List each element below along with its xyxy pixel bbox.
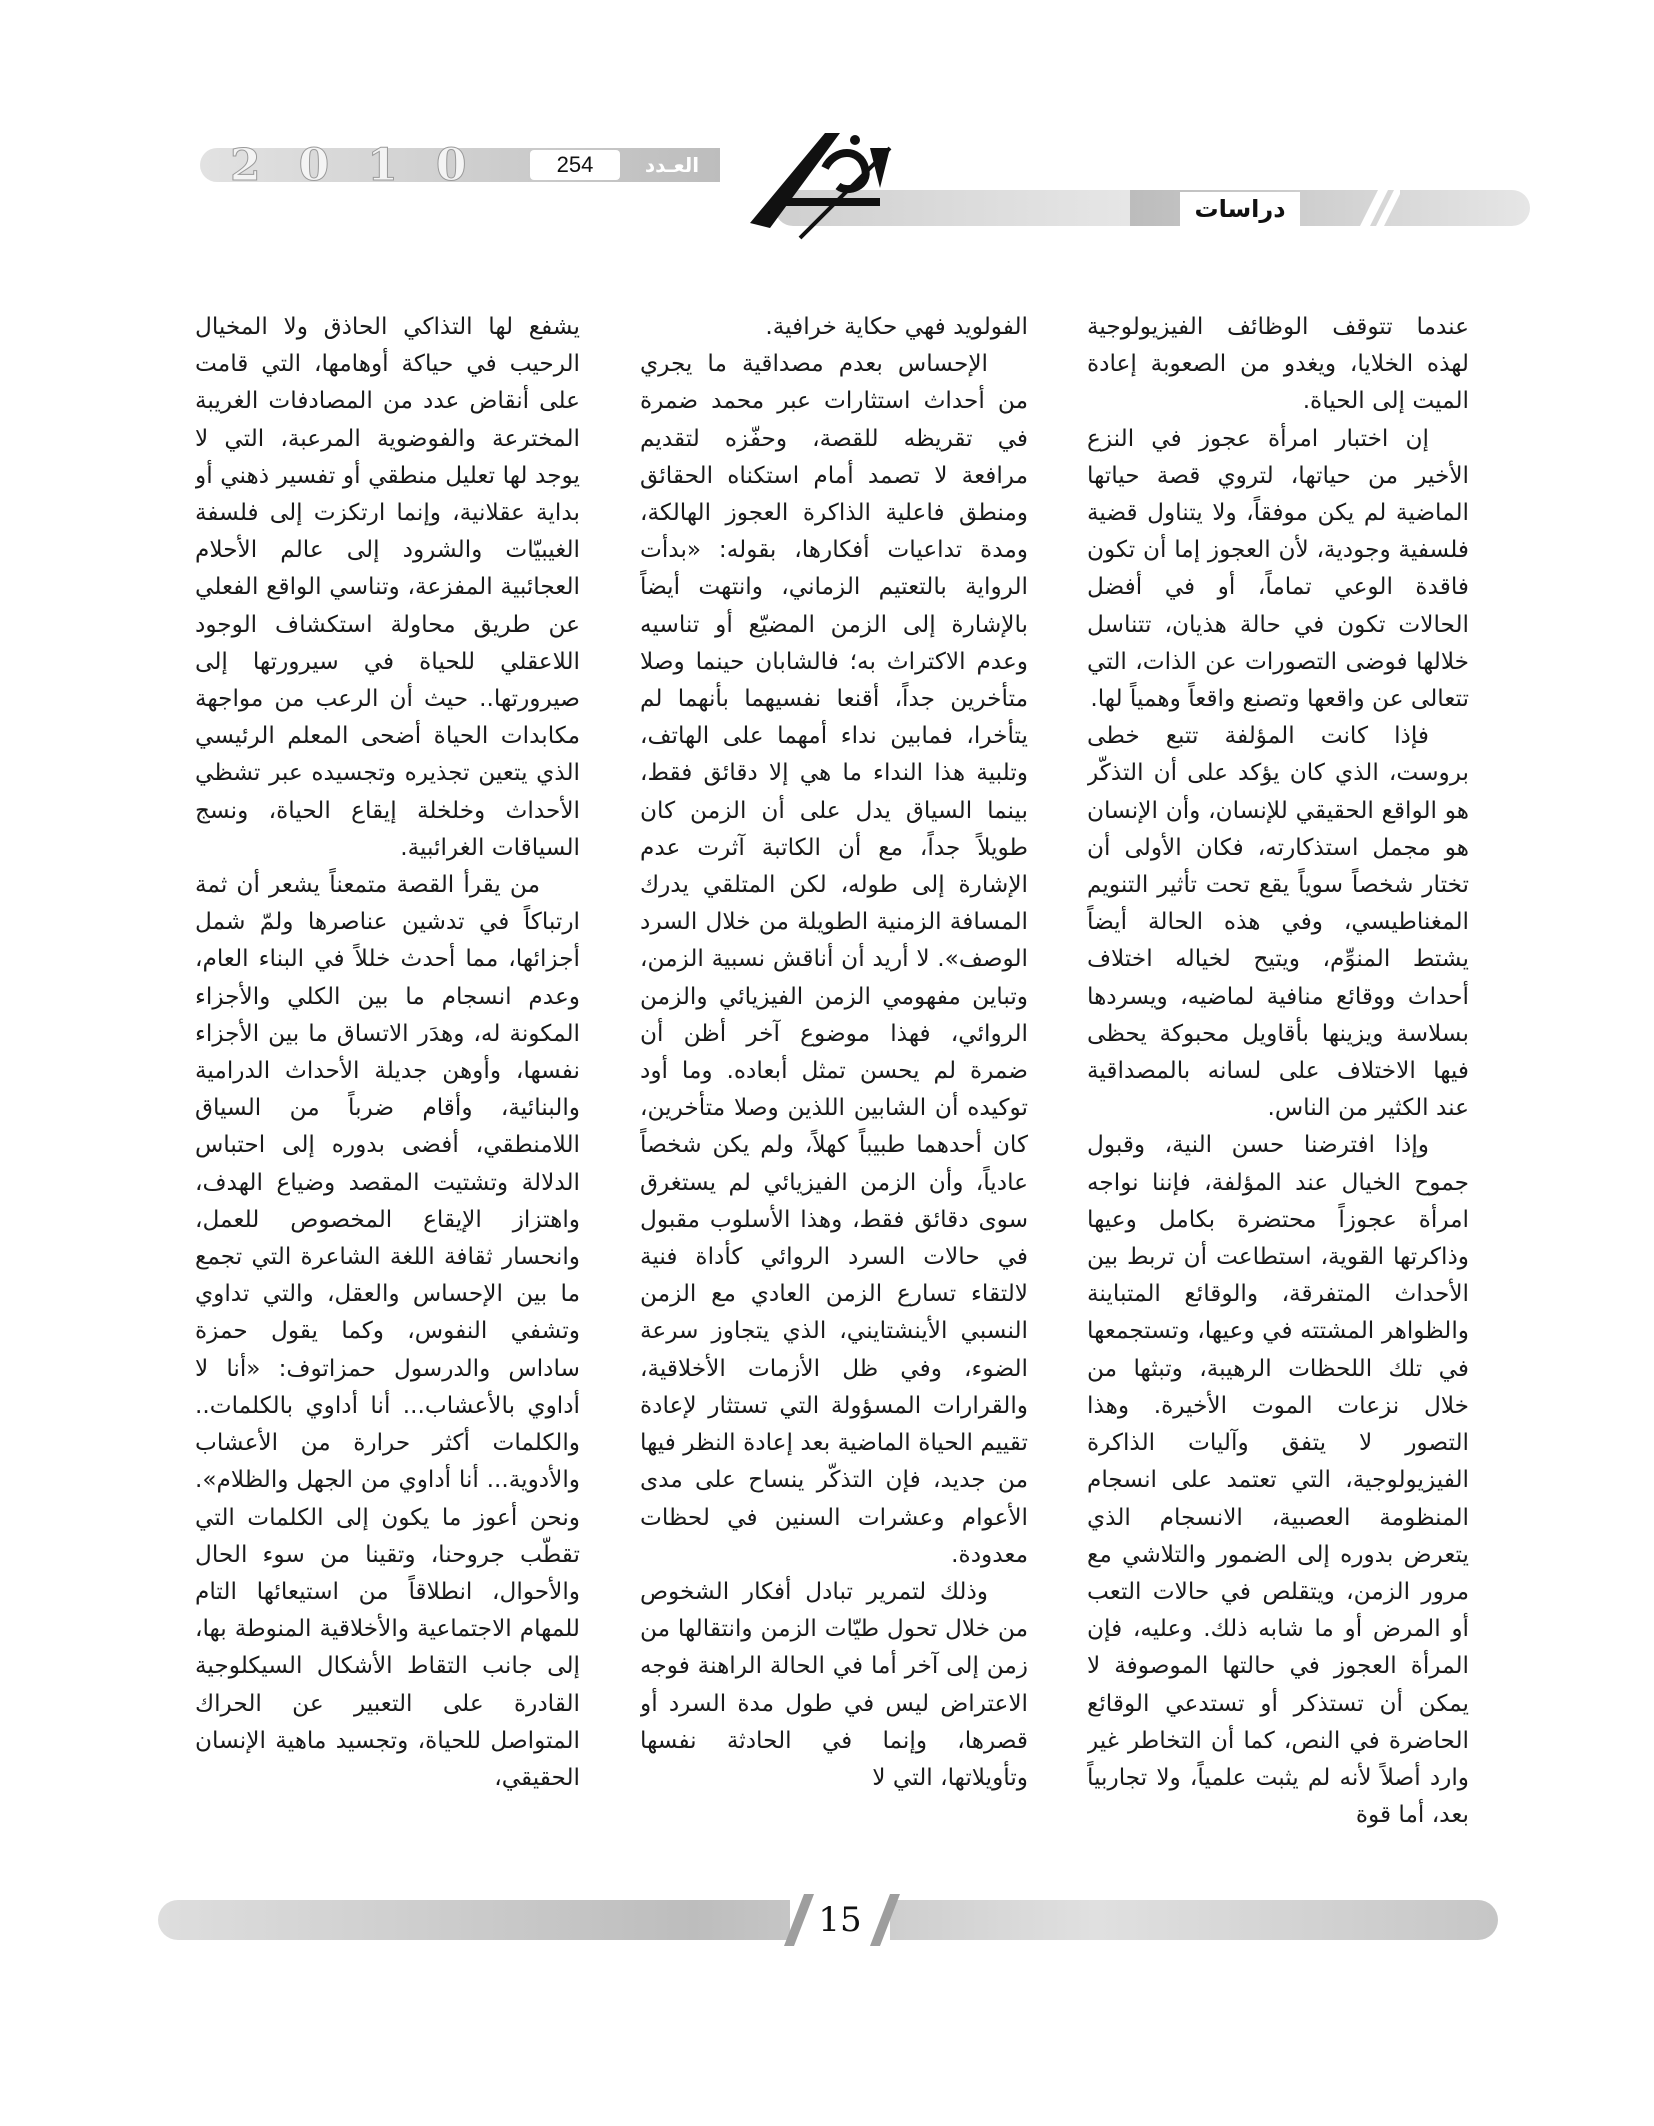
magazine-logo [730,128,900,248]
year-digit: 0 [435,140,471,191]
issue-label: العـدد [644,153,700,177]
paragraph: الفولويد فهي حكاية خرافية. [765,313,1028,340]
issue-number: 254 [530,150,620,180]
page-number: 15 [818,1900,862,1940]
paragraph: يشفع لها التذاكي الحاذق ولا المخيال الرحيب في حياكة أوهامها، التي قامت على أنقاض عدد من المصادفات الغريبة المخترعة والفوضوية المرعبة، التي لا يوجد لها تعليل منطقي أو تفسير ذهني أو بداية عقلانية، وإنما ارتكزت إلى فلسفة الغيبيّات والشرود إلى عالم الأحلام العجائبية المفزعة، وتناسي الواقع الفعلي عن طريق محاولة استكشاف الوجود اللاعقلي للحياة في سيرورتها إلى صيرورتها.. حيث أن الرعب من مواجهة مكابدات الحياة أضحى المعلم الرئيسي الذي يتعين تجذيره وتجسيده عبر تشظي الأحداث وخلخلة إيقاع الحياة، ونسج السياقات الغرائبية. [195,313,580,861]
year-digit: 0 [298,140,334,191]
paragraph: وإذا افترضنا حسن النية، وقبول جموح الخيال عند المؤلفة، فإننا نواجه امرأة عجوزاً محتضرة بكامل وعيها وذاكرتها القوية، استطاعت أن تربط بين الأحداث المتفرقة، والوقائع المتباينة والظواهر المشتته في وعيها، وتستجمعها في تلك اللحظات الرهيبة، وتبثها من خلال نزعات الموت الأخيرة. وهذا التصور لا يتفق وآليات الذاكرة الفيزيولوجية، التي تعتمد على انسجام المنظومة العصبية، الانسجام الذي يتعرض بدوره إلى الضمور والتلاشي مع مرور الزمن، ويتقلص في حالات التعب أو المرض أو ما شابه ذلك. وعليه، فإن المرأة العجوز في حالتها الموصوفة لا يمكن أن تستذكر أو تستدعي الوقائع الحاضرة في النص، كما أن التخاطر غير وارد أصلاً لأنه لم يثبت علمياً، ولا تجاربياً بعد، أما قوة [1087,1131,1469,1829]
year-digit: 1 [367,140,402,191]
paragraph: من يقرأ القصة متمعناً يشعر أن ثمة ارتباكاً في تدشين عناصرها ولمّ شمل أجزائها، مما أحدث خللاً في البناء العام، وعدم انسجام ما بين الكلي والأجزاء المكونة له، وهدَر الاتساق ما بين الأجزاء نفسها، وأوهن جديلة الأحداث الدرامية والبنائية، وأقام ضرباً من السياق اللامنطقي، أفضى بدوره إلى احتباس الدلالة وتشتيت المقصد وضياع الهدف، واهتزاز الإيقاع المخصوص للعمل، وانحسار ثقافة اللغة الشاعرة التي تجمع ما بين الإحساس والعقل، والتي تداوي وتشفي النفوس، وكما يقول حمزة ساداس والدرسول حمزاتوف: «أنا لا أداوي بالأعشاب... أنا أداوي بالكلمات.. والكلمات أكثر حرارة من الأعشاب والأدوية... أنا أداوي من الجهل والظلام». ونحن أعوز ما يكون إلى الكلمات التي تقطّب جروحنا، وتقينا من سوء الحال والأحوال، انطلاقاً من استيعائها التام للمهام الاجتماعية والأخلاقية المنوطة بها، إلى جانب التقاط الأشكال السيكلوجية القادرة على التعبير عن الحراك المتواصل للحياة، وتجسيد ماهية الإنسان الحقيقي، [195,871,580,1791]
paragraph: إن اختبار امرأة عجوز في النزع الأخير من حياتها، لتروي قصة حياتها الماضية لم يكن موفقاً، ولا يتناول قضية فلسفية وجودية، لأن العجوز إما أن تكون فاقدة الوعي تماماً، أو في أفضل الحالات تكون في حالة هذيان، تتناسل خلالها فوضى التصورات عن الذات، التي تتعالى عن واقعها وتصنع واقعاً وهمياً لها. [1087,424,1469,713]
paragraph: عندما تتوقف الوظائف الفيزيولوجية لهذه الخلايا، ويغدو من الصعوبة إعادة الميت إلى الحياة. [1087,313,1469,415]
paragraph: فإذا كانت المؤلفة تتبع خطى بروست، الذي كان يؤكد على أن التذكّر هو الواقع الحقيقي للإنسان، وأن الإنسان هو مجمل استذكارته، فكان الأولى أن تختار شخصاً سوياً يقع تحت تأثير التنويم المغناطيسي، وفي هذه الحالة أيضاً يشتط المنوِّم، ويتيح لخياله اختلاف أحداث ووقائع منافية لماضيه، ويسردها بسلاسة ويزينها بأقاويل محبوكة يحظى فيها الاختلاف على لسانه بالمصداقية عند الكثير من الناس. [1087,722,1469,1122]
text-column-middle [640,308,1028,1868]
section-title: دراسات [1180,192,1300,226]
year-label [230,140,471,191]
paragraph: وذلك لتمرير تبادل أفكار الشخوص من خلال تحول طيّات الزمن وانتقالها من زمن إلى آخر أما في الحالة الراهنة فوجه الاعتراض ليس في طول مدة السرد أو قصرها، وإنما في الحادثة نفسها وتأويلاتها، التي لا [640,1577,1028,1791]
stripe-decoration [1340,190,1400,226]
paragraph: الإحساس بعدم مصداقية ما يجري من أحداث استثارات عبر محمد ضمرة في تقريظه للقصة، وحفّزه لتقديم مرافعة لا تصمد أمام استكناه الحقائق ومنطق فاعلية الذاكرة العجوز الهالكة، ومدة تداعيات أفكارها، بقوله: «بدأت الرواية بالتعتيم الزماني، وانتهت أيضاً بالإشارة إلى الزمن المضيّع أو تناسيه وعدم الاكتراث به؛ فالشابان حينما وصلا متأخرين جداً، أقنعا نفسيهما بأنهما لم يتأخرا، فمابين نداء أمهما على الهاتف، وتلبية هذا النداء ما هي إلا دقائق فقط، بينما السياق يدل على أن الزمن كان طويلاً جداً، مع أن الكاتبة آثرت عدم الإشارة إلى طوله، لكن المتلقي يدرك المسافة الزمنية الطويلة من خلال السرد الوصف». لا أريد أن أناقش نسبية الزمن، وتباين مفهومي الزمن الفيزيائي والزمن الروائي، فهذا موضوع آخر أظن أن ضمرة لم يحسن تمثل أبعاده. وما أود توكيده أن الشابين اللذين وصلا متأخرين، كان أحدهما طبيباً كهلاً، ولم يكن شخصاً عادياً، وأن الزمن الفيزيائي لم يستغرق سوى دقائق فقط، وهذا الأسلوب مقبول في حالات السرد الروائي كأداة فنية لالتقاء تسارع الزمن العادي مع الزمن النسبي الأينشتايني، الذي يتجاوز سرعة الضوء، وفي ظل الأزمات الأخلاقية، والقرارات المسؤولة التي تستثار لإعادة تقييم الحياة الماضية بعد إعادة النظر فيها من جديد، فإن التذكّر ينساح على مدى الأعوام وعشرات السنين في لحظات معدودة. [640,350,1028,1568]
text-column-left [195,308,580,1868]
year-digit: 2 [230,140,265,191]
page-header [0,0,1654,270]
text-column-right [1087,308,1469,1868]
